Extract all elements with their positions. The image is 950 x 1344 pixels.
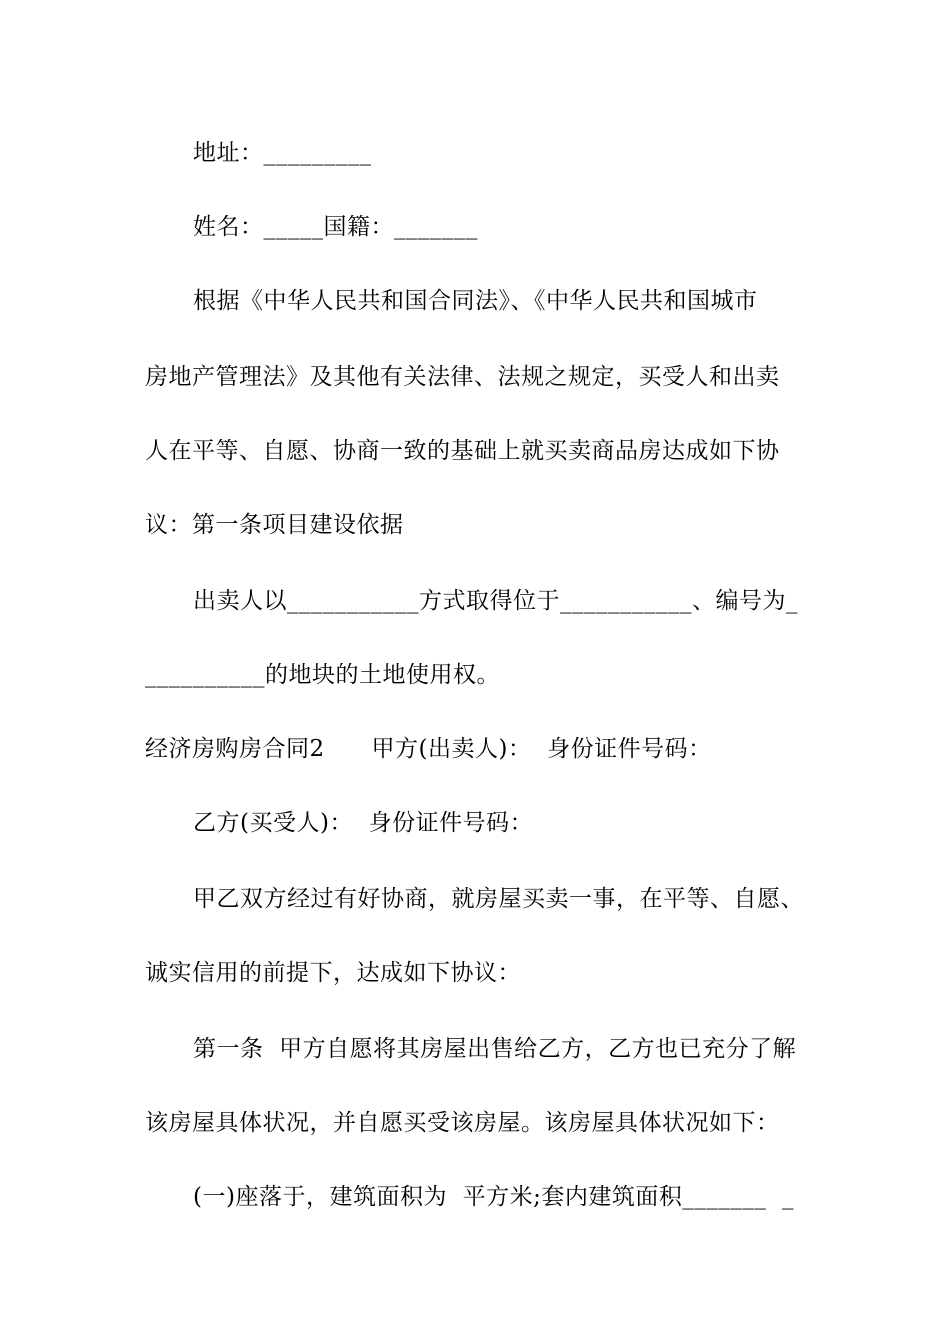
paragraph-line: 出卖人以___________方式取得位于___________、编号为_ [193,588,798,614]
paragraph-line: 根据《中华人民共和国合同法》、《中华人民共和国城市 [193,288,758,314]
name-nationality-line: 姓名：_____国籍：_______ [193,214,478,240]
paragraph-line: (一)座落于，建筑面积为 平方米;套内建筑面积_______ _ [193,1184,794,1210]
paragraph-line: 该房屋具体状况，并自愿买受该房屋。该房屋具体状况如下： [145,1110,780,1136]
paragraph-line: 诚实信用的前提下，达成如下协议： [145,960,521,986]
contract-heading: 经济房购房合同2 甲方(出卖人)： 身份证件号码： [145,736,712,762]
paragraph-line: 甲乙双方经过有好协商，就房屋买卖一事，在平等、自愿、 [193,886,804,912]
paragraph-line: 房地产管理法》及其他有关法律、法规之规定，买受人和出卖 [145,364,780,390]
paragraph-line: 人在平等、自愿、协商一致的基础上就买卖商品房达成如下协 [145,438,780,464]
address-line: 地址：_________ [193,140,372,166]
paragraph-line: 议：第一条项目建设依据 [145,512,404,538]
party-b-line: 乙方(买受人)： 身份证件号码： [193,810,534,836]
paragraph-line: __________的地块的土地使用权。 [145,662,500,688]
article-line: 第一条 甲方自愿将其房屋出售给乙方，乙方也已充分了解 [193,1036,797,1062]
